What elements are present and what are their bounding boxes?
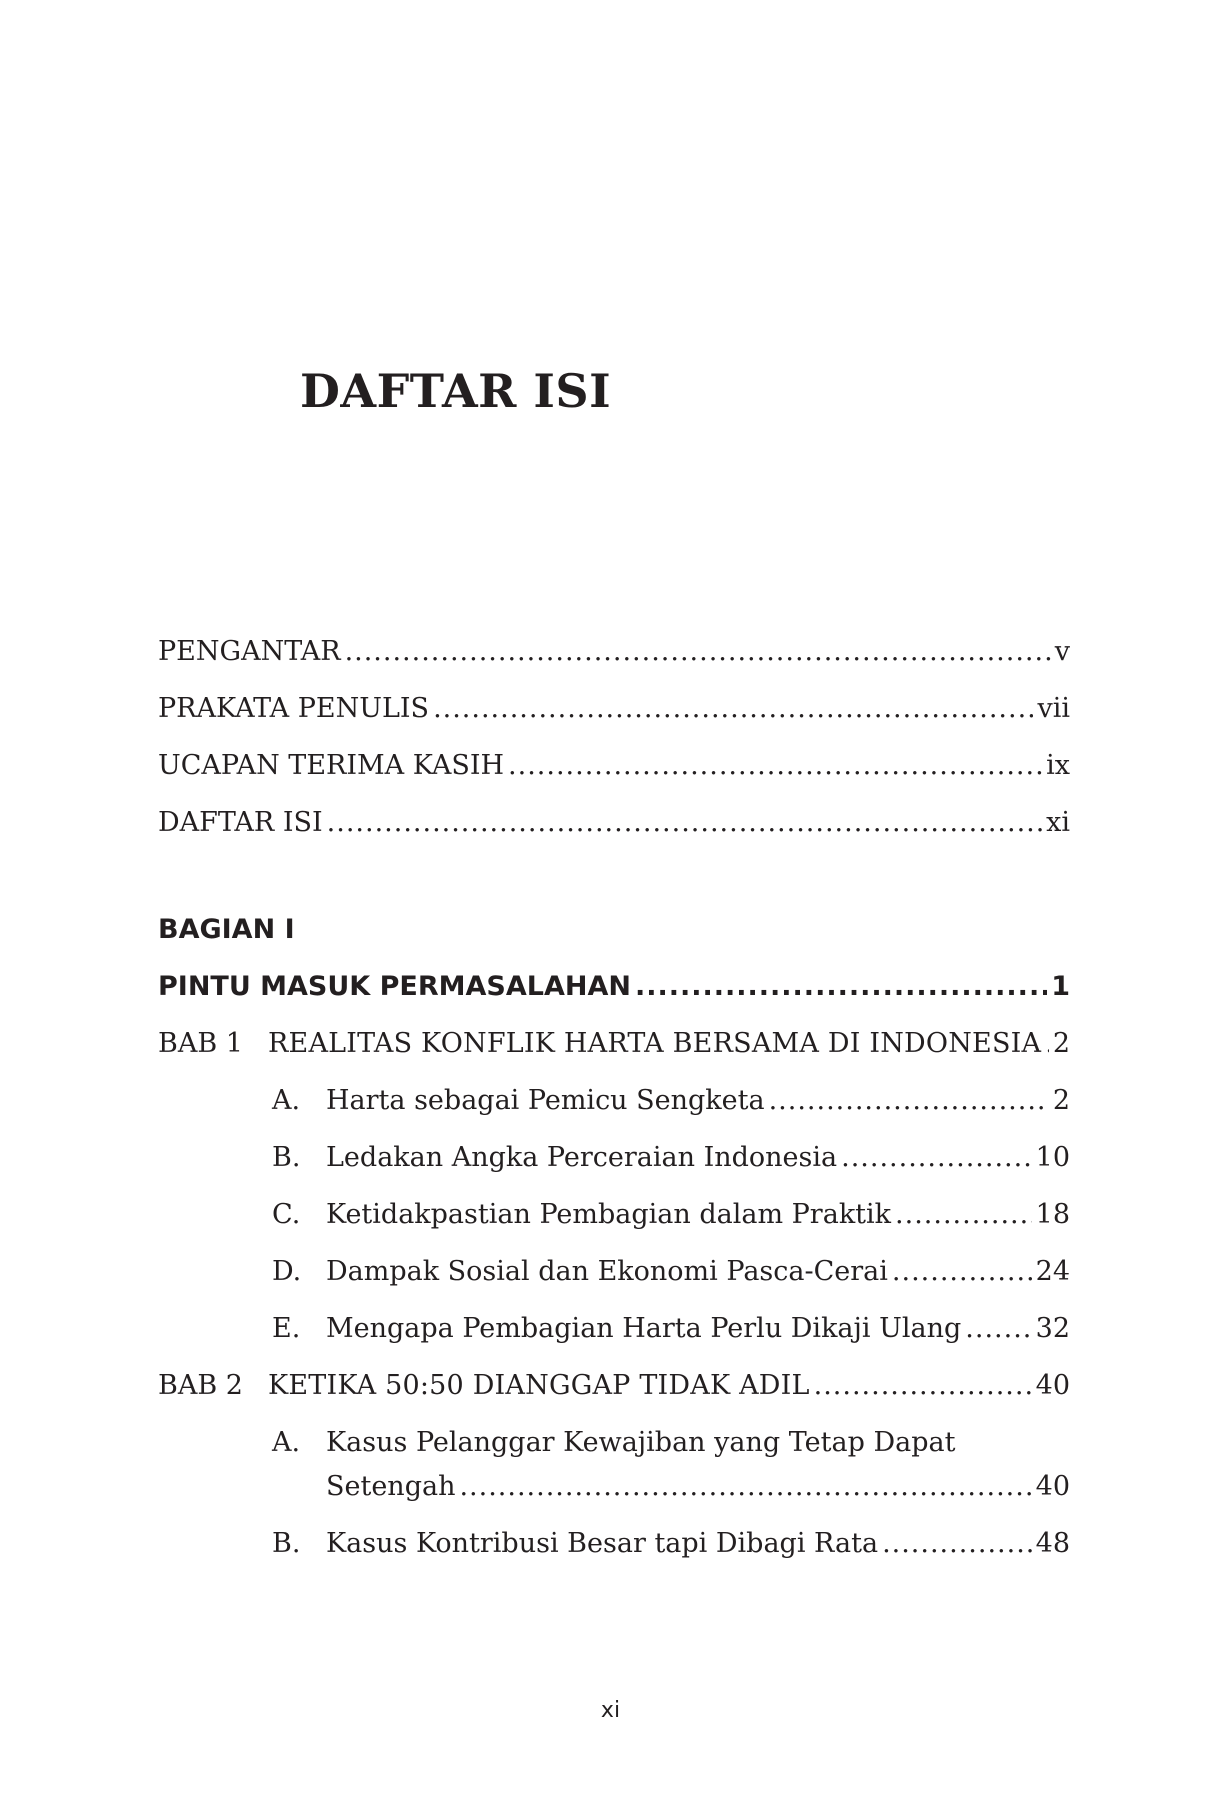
- toc-entry-page: 1: [1051, 971, 1070, 1002]
- section-title-line-1: Kasus Pelanggar Kewajiban yang Tetap Dapat: [326, 1427, 956, 1458]
- section-letter: D.: [272, 1256, 302, 1287]
- section-title: Ledakan Angka Perceraian Indonesia: [326, 1142, 838, 1173]
- dot-leader: [1045, 1028, 1049, 1060]
- toc-section[interactable]: [326, 1471, 1070, 1503]
- toc-entry-page: 32: [1035, 1313, 1070, 1344]
- toc-entry-page: 40: [1035, 1471, 1070, 1502]
- section-title-line-2: Setengah: [326, 1471, 456, 1502]
- dot-leader: [635, 971, 1047, 1003]
- dot-leader: [882, 1528, 1032, 1560]
- toc-chapter-2[interactable]: [158, 1370, 1070, 1402]
- toc-section-first-line[interactable]: [272, 1427, 956, 1459]
- toc-entry-page: 2: [1052, 1028, 1070, 1059]
- part-title: PINTU MASUK PERMASALAHAN: [158, 971, 631, 1002]
- toc-section[interactable]: [272, 1528, 1070, 1560]
- toc-section[interactable]: [272, 1142, 1070, 1174]
- toc-section[interactable]: [272, 1199, 1070, 1231]
- toc-entry-pengantar[interactable]: [158, 636, 1070, 668]
- section-letter: B.: [272, 1528, 301, 1559]
- page-title: DAFTAR ISI: [300, 364, 612, 418]
- section-title: Mengapa Pembagian Harta Perlu Dikaji Ulang: [326, 1313, 962, 1344]
- dot-leader: [508, 750, 1042, 782]
- chapter-title: KETIKA 50:50 DIANGGAP TIDAK ADIL: [268, 1370, 810, 1401]
- dot-leader: [345, 636, 1051, 668]
- dot-leader: [459, 1471, 1031, 1503]
- toc-entry-label: PENGANTAR: [158, 636, 341, 667]
- toc-entry-page: ix: [1046, 750, 1070, 781]
- chapter-number: BAB 1: [158, 1028, 243, 1059]
- toc-entry-label: UCAPAN TERIMA KASIH: [158, 750, 505, 781]
- section-title: Dampak Sosial dan Ekonomi Pasca-Cerai: [326, 1256, 888, 1287]
- dot-leader: [814, 1370, 1032, 1402]
- dot-leader: [892, 1256, 1032, 1288]
- toc-entry-page: 40: [1035, 1370, 1070, 1401]
- toc-section[interactable]: [272, 1313, 1070, 1345]
- toc-entry-daftar-isi[interactable]: [158, 807, 1070, 839]
- toc-entry-page: 10: [1035, 1142, 1070, 1173]
- toc-entry-page: xi: [1046, 807, 1070, 838]
- toc-entry-label: PRAKATA PENULIS: [158, 693, 430, 724]
- dot-leader: [895, 1199, 1032, 1231]
- part-label: BAGIAN I: [158, 914, 295, 945]
- page-number: xi: [600, 1698, 621, 1723]
- dot-leader: [965, 1313, 1031, 1345]
- dot-leader: [327, 807, 1042, 839]
- section-title: Harta sebagai Pemicu Sengketa: [326, 1085, 765, 1116]
- section-letter: A.: [272, 1085, 301, 1116]
- dot-leader: [433, 693, 1033, 725]
- section-title: Ketidakpastian Pembagian dalam Praktik: [326, 1199, 892, 1230]
- toc-entry-label: DAFTAR ISI: [158, 807, 323, 838]
- section-letter: E.: [272, 1313, 301, 1344]
- section-letter: A.: [272, 1427, 301, 1458]
- dot-leader: [841, 1142, 1032, 1174]
- toc-entry-page: v: [1054, 636, 1070, 667]
- section-letter: B.: [272, 1142, 301, 1173]
- dot-leader: [769, 1085, 1049, 1117]
- toc-entry-ucapan[interactable]: [158, 750, 1070, 782]
- toc-entry-prakata[interactable]: [158, 693, 1070, 725]
- toc-chapter-1[interactable]: [158, 1028, 1070, 1060]
- toc-entry-page: 18: [1035, 1199, 1070, 1230]
- toc-entry-part-title[interactable]: [158, 971, 1070, 1003]
- toc-section[interactable]: [272, 1085, 1070, 1117]
- chapter-number: BAB 2: [158, 1370, 243, 1401]
- chapter-title: REALITAS KONFLIK HARTA BERSAMA DI INDONESIA: [268, 1028, 1042, 1059]
- toc-entry-page: 48: [1035, 1528, 1070, 1559]
- section-letter: C.: [272, 1199, 301, 1230]
- toc-entry-page: vii: [1037, 693, 1070, 724]
- toc-entry-page: 2: [1052, 1085, 1070, 1116]
- toc-section[interactable]: [272, 1256, 1070, 1288]
- section-title: Kasus Kontribusi Besar tapi Dibagi Rata: [326, 1528, 879, 1559]
- toc-entry-page: 24: [1035, 1256, 1070, 1287]
